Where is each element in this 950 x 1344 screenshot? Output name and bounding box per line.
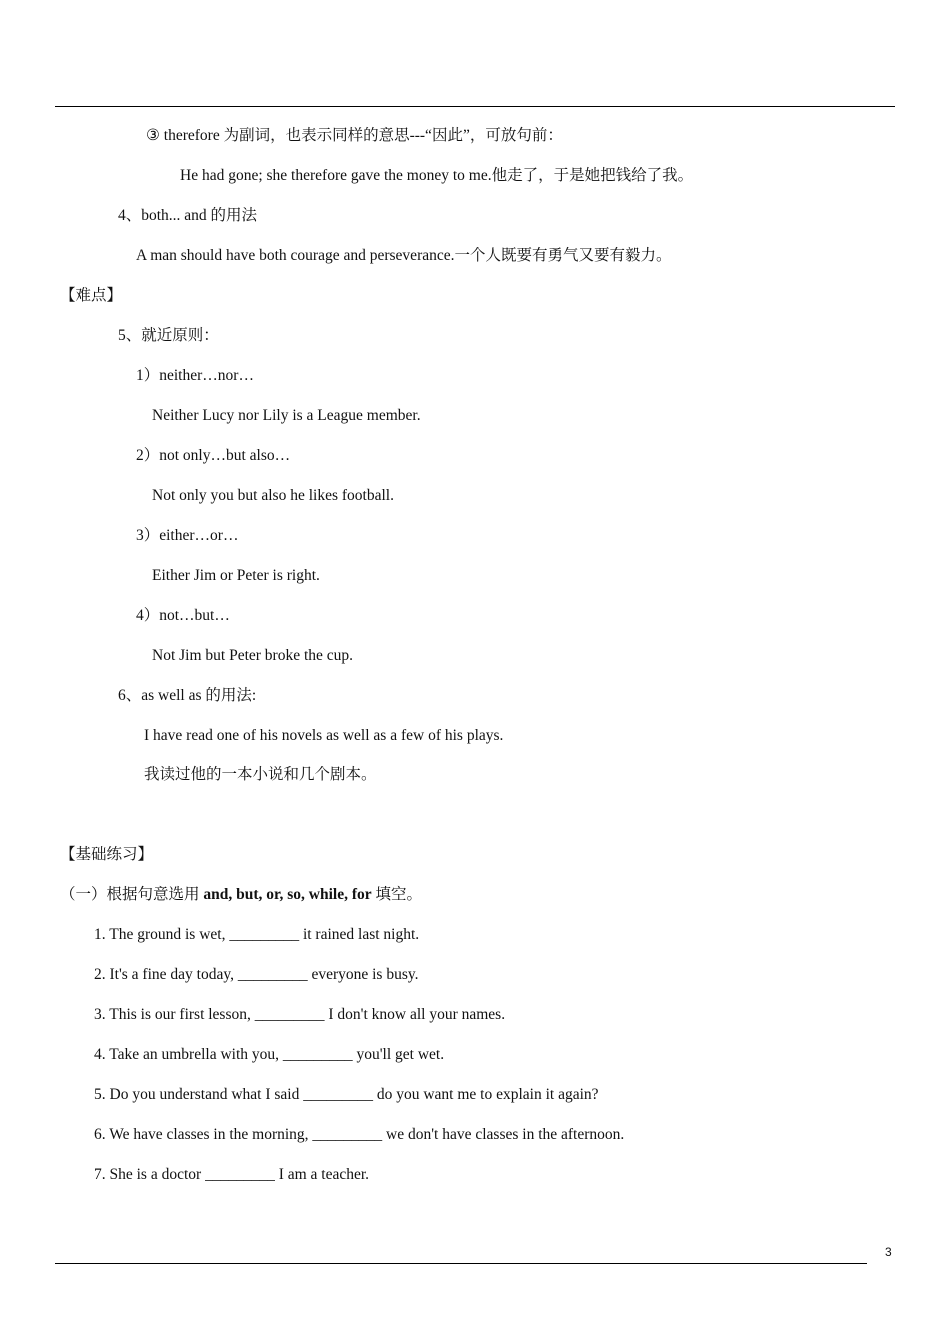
therefore-note: ③ therefore 为副词，也表示同样的意思---“因此”，可放句前： bbox=[146, 127, 563, 144]
exercise-instructions-suffix: 填空。 bbox=[371, 886, 423, 903]
rule-2-label: 2）not only…but also… bbox=[136, 447, 291, 464]
as-well-as-example: I have read one of his novels as well as a few of his plays. bbox=[144, 727, 504, 744]
basic-practice-section-title: 【基础练习】 bbox=[60, 846, 154, 863]
exercise-item-7: 7. She is a doctor _________ I am a teacher. bbox=[94, 1166, 370, 1183]
exercise-word-bank: and, but, or, so, while, for bbox=[203, 886, 372, 903]
page-number: 3 bbox=[885, 1245, 892, 1259]
rule-1-example: Neither Lucy nor Lily is a League member. bbox=[152, 407, 421, 424]
rule-4-example: Not Jim but Peter broke the cup. bbox=[152, 647, 354, 664]
rule-2-example: Not only you but also he likes football. bbox=[152, 487, 394, 504]
therefore-example: He had gone; she therefore gave the money to me.他走了，于是她把钱给了我。 bbox=[180, 167, 694, 184]
exercise-item-2: 2. It's a fine day today, _________ everyone is busy. bbox=[94, 966, 419, 983]
both-and-example: A man should have both courage and perseverance.一个人既要有勇气又要有毅力。 bbox=[136, 247, 672, 264]
exercise-item-3: 3. This is our first lesson, _________ I don't know all your names. bbox=[94, 1006, 506, 1023]
rule-4-label: 4）not…but… bbox=[136, 607, 230, 624]
exercise-item-6: 6. We have classes in the morning, _________ we don't have classes in the afternoon. bbox=[94, 1126, 625, 1143]
exercise-instructions bbox=[60, 885, 422, 905]
proximity-rule-heading: 5、就近原则： bbox=[118, 327, 219, 344]
as-well-as-heading: 6、as well as 的用法: bbox=[118, 687, 257, 704]
rule-3-example: Either Jim or Peter is right. bbox=[152, 567, 320, 584]
exercise-instructions-prefix: （一）根据句意选用 bbox=[60, 886, 204, 903]
exercise-item-1: 1. The ground is wet, _________ it rained last night. bbox=[94, 926, 420, 943]
exercise-item-5: 5. Do you understand what I said _________ do you want me to explain it again? bbox=[94, 1086, 599, 1103]
rule-1-label: 1）neither…nor… bbox=[136, 367, 254, 384]
rule-3-label: 3）either…or… bbox=[136, 527, 239, 544]
exercise-item-4: 4. Take an umbrella with you, _________ you'll get wet. bbox=[94, 1046, 445, 1063]
difficulty-section-title: 【难点】 bbox=[60, 287, 123, 304]
footer-rule bbox=[55, 1263, 867, 1264]
both-and-heading: 4、both... and 的用法 bbox=[118, 207, 258, 224]
header-rule bbox=[55, 106, 895, 107]
as-well-as-translation: 我读过他的一本小说和几个剧本。 bbox=[144, 766, 377, 783]
